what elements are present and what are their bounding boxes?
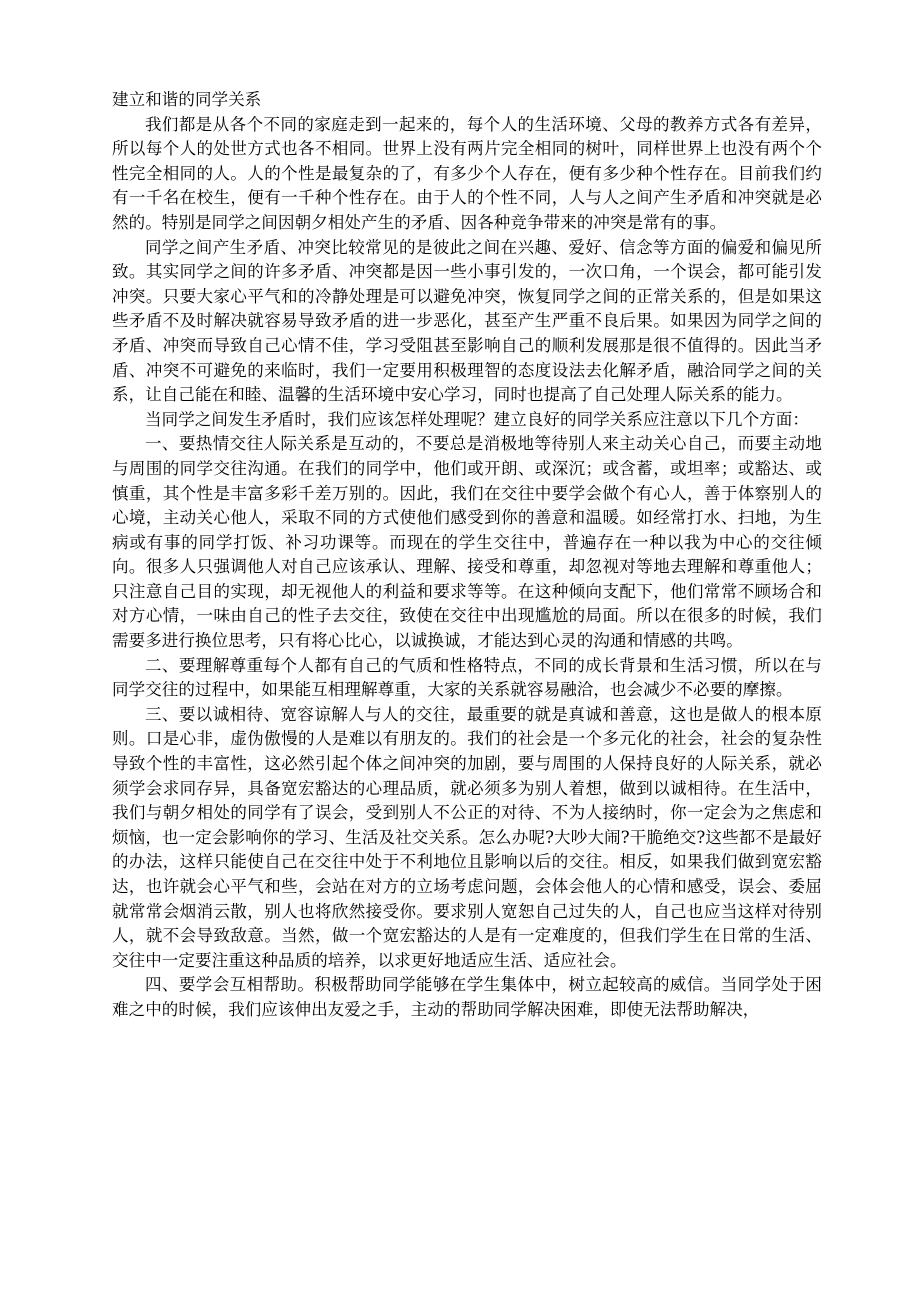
paragraph-6-item-three: 三、要以诚相待、宽容谅解人与人的交往，最重要的就是真诚和善意，这也是做人的根本原则。口是心非，虚伪傲慢的人是难以有朋友的。我们的社会是一个多元化的社会，社会的复杂性导致个性的丰富性，这必然引起个体之间冲突的加剧，要与周围的人保持良好的人际关系，就必须学会求同存异，具备宽宏豁达的心理品质，就必须多为别人着想，做到以诚相待。在生活中，我们与朝夕相处的同学有了误会，受到别人不公正的对待、不为人接纳时，你一定会为之焦虑和烦恼，也一定会影响你的学习、生活及社交关系。怎么办呢?大吵大闹?干脆绝交?这些都不是最好的办法，这样只能使自己在交往中处于不利地位且影响以后的交往。相反，如果我们做到宽宏豁达，也许就会心平气和些，会站在对方的立场考虑问题，会体会他人的心情和感受，误会、委屈就常常会烟消云散，别人也将欣然接受你。要求别人宽恕自己过失的人，自己也应当这样对待别人，就不会导致敌意。当然，做一个宽宏豁达的人是有一定难度的，但我们学生在日常的生活、交往中一定要注重这种品质的培养，以求更好地适应生活、适应社会。 — [112, 704, 822, 970]
paragraph-5-item-two: 二、要理解尊重每个人都有自己的气质和性格特点，不同的成长背景和生活习惯，所以在与同学交往的过程中，如果能互相理解尊重，大家的关系就容易融洽，也会减少不必要的摩擦。 — [112, 655, 822, 700]
paragraph-4-item-one: 一、要热情交往人际关系是互动的，不要总是消极地等待别人来主动关心自己，而要主动地与周围的同学交往沟通。在我们的同学中，他们或开朗、或深沉；或含蓄，或坦率；或豁达、或慎重，其个性是丰富多彩千差万别的。因此，我们在交往中要学会做个有心人，善于体察别人的心境，主动关心他人，采取不同的方式使他们感受到你的善意和温暖。如经常打水、扫地，为生病或有事的同学打饭、补习功课等。而现在的学生交往中，普遍存在一种以我为中心的交往倾向。很多人只强调他人对自己应该承认、理解、接受和尊重，却忽视对等地去理解和尊重他人；只注意自己目的实现，却无视他人的利益和要求等等。在这种倾向支配下，他们常常不顾场合和对方心情，一味由自己的性子去交往，致使在交往中出现尴尬的局面。所以在很多的时候，我们需要多进行换位思考，只有将心比心，以诚换诚，才能达到心灵的沟通和情感的共鸣。 — [112, 434, 822, 651]
paragraph-7-item-four: 四、要学会互相帮助。积极帮助同学能够在学生集体中，树立起较高的威信。当同学处于困难之中的时候，我们应该伸出友爱之手，主动的帮助同学解决困难，即使无法帮助解决， — [112, 975, 822, 1019]
paragraph-1: 我们都是从各个不同的家庭走到一起来的，每个人的生活环境、父母的教养方式各有差异，所以每个人的处世方式也各不相同。世界上没有两片完全相同的树叶，同样世界上也没有两个个性完全相同的人。人的个性是最复杂的了，有多少个人存在，便有多少种个性存在。目前我们约有一千名在校生，便有一千种个性存在。由于人的个性不同，人与人之间产生矛盾和冲突就是必然的。特别是同学之间因朝夕相处产生的矛盾、因各种竞争带来的冲突是常有的事。 — [112, 114, 822, 232]
document-body — [112, 88, 822, 1023]
paragraph-2: 同学之间产生矛盾、冲突比较常见的是彼此之间在兴趣、爱好、信念等方面的偏爱和偏见所致。其实同学之间的许多矛盾、冲突都是因一些小事引发的，一次口角，一个误会，都可能引发冲突。只要大家心平气和的冷静处理是可以避免冲突，恢复同学之间的正常关系的，但是如果这些矛盾不及时解决就容易导致矛盾的进一步恶化，甚至产生严重不良后果。如果因为同学之间的矛盾、冲突而导致自己心情不佳，学习受阻甚至影响自己的顺利发展那是很不值得的。因此当矛盾、冲突不可避免的来临时，我们一定要用积极理智的态度设法去化解矛盾，融洽同学之间的关系，让自己能在和睦、温馨的生活环境中安心学习，同时也提高了自己处理人际关系的能力。 — [112, 237, 822, 405]
paragraph-3: 当同学之间发生矛盾时，我们应该怎样处理呢？建立良好的同学关系应注意以下几个方面： — [145, 409, 809, 429]
document-title: 建立和谐的同学关系 — [112, 90, 262, 109]
